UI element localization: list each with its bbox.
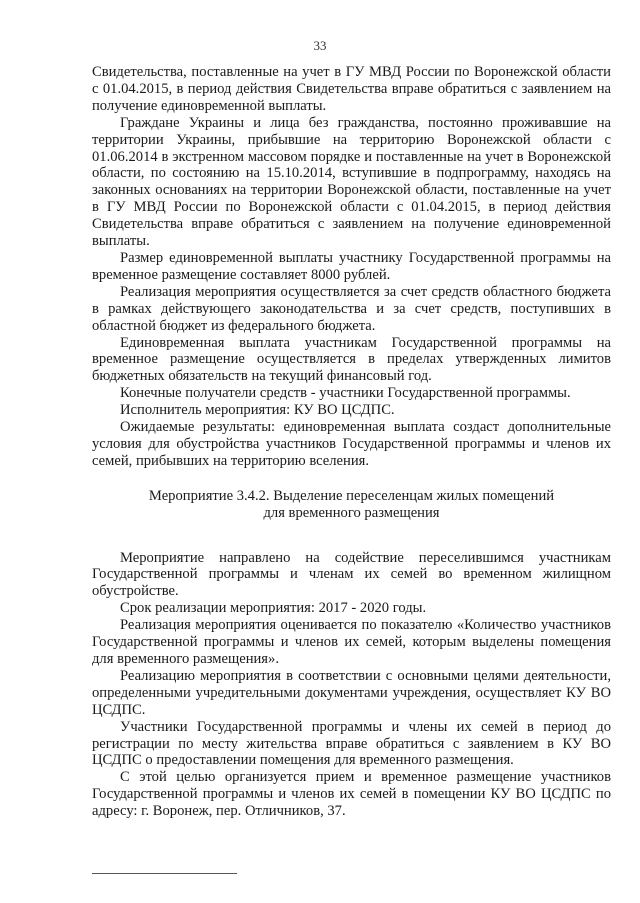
paragraph-address: С этой целью организуется прием и временное размещение участников Государственной программы и членов их семей в помещении КУ ВО ЦСДПС по адресу: г. Воронеж, пер. Отличников, 37.: [92, 769, 611, 820]
paragraph-payment-amount: Размер единовременной выплаты участнику Государственной программы на временное размещение составляет 8000 рублей.: [92, 249, 611, 283]
paragraph-expected-results: Ожидаемые результаты: единовременная выплата создаст дополнительные условия для обустройства участников Государственной программы и членов их семей, прибывших на территорию вселения.: [92, 419, 611, 469]
paragraph-recipients: Конечные получатели средств - участники Государственной программы.: [120, 385, 571, 402]
document-body: [92, 64, 611, 820]
page-number: 33: [313, 38, 327, 53]
paragraph-payment-limits: Единовременная выплата участникам Государственной программы на временное размещение осуществляется в пределах утвержденных лимитов бюджетных обязательств на текущий финансовый год.: [92, 334, 611, 385]
paragraph-term: Срок реализации мероприятия: 2017 - 2020 годы.: [120, 600, 427, 617]
paragraph-funding: Реализация мероприятия осуществляется за счет средств областного бюджета в рамках действующего законодательства и за счет средств, поступивших в областной бюджет из федерального бюджета.: [92, 283, 611, 334]
paragraph-ukraine-citizens: Граждане Украины и лица без гражданства, постоянно проживавшие на территории Украины, прибывшие на территорию Воронежской области с 01.06.2014 в экстренном массовом порядке и поставленные на учет в Воронежской области, по состоянию на 15.10.2014, вступившие в подпрограмму, находясь на законных основаниях на территории Воронежской области, поставленные на учет в ГУ МВД России по Воронежской области с 01.04.2015, в период действия Свидетельства вправе обратиться с заявлением на получение единовременной выплаты.: [92, 114, 611, 250]
paragraph-indicator: Реализация мероприятия оценивается по показателю «Количество участников Государственной программы и членов их семей, которым выделены помещения для временного размещения».: [92, 617, 611, 667]
section-heading: [92, 488, 611, 522]
paragraph-executor: Исполнитель мероприятия: КУ ВО ЦСДПС.: [120, 402, 395, 419]
paragraph-purpose: Мероприятие направлено на содействие переселившимся участникам Государственной программы и членам их семей во временном жилищном обустройстве.: [92, 549, 611, 600]
paragraph-continuation: Свидетельства, поставленные на учет в ГУ МВД России по Воронежской области с 01.04.2015, в период действия Свидетельства вправе обратиться с заявлением на получение единовременной выплаты.: [92, 64, 611, 114]
section-heading-line1: Мероприятие 3.4.2. Выделение переселенцам жилых помещений: [148, 487, 555, 504]
paragraph-application: Участники Государственной программы и члены их семей в период до регистрации по месту жительства вправе обратиться с заявлением в КУ ВО ЦСДПС о предоставлении помещения для временного размещения.: [92, 718, 611, 769]
footnote-divider: [92, 873, 237, 874]
section-heading-line2: для временного размещения: [263, 504, 440, 521]
paragraph-implementation: Реализацию мероприятия в соответствии с основными целями деятельности, определенными учредительными документами учреждения, осуществляет КУ ВО ЦСДПС.: [92, 667, 611, 718]
